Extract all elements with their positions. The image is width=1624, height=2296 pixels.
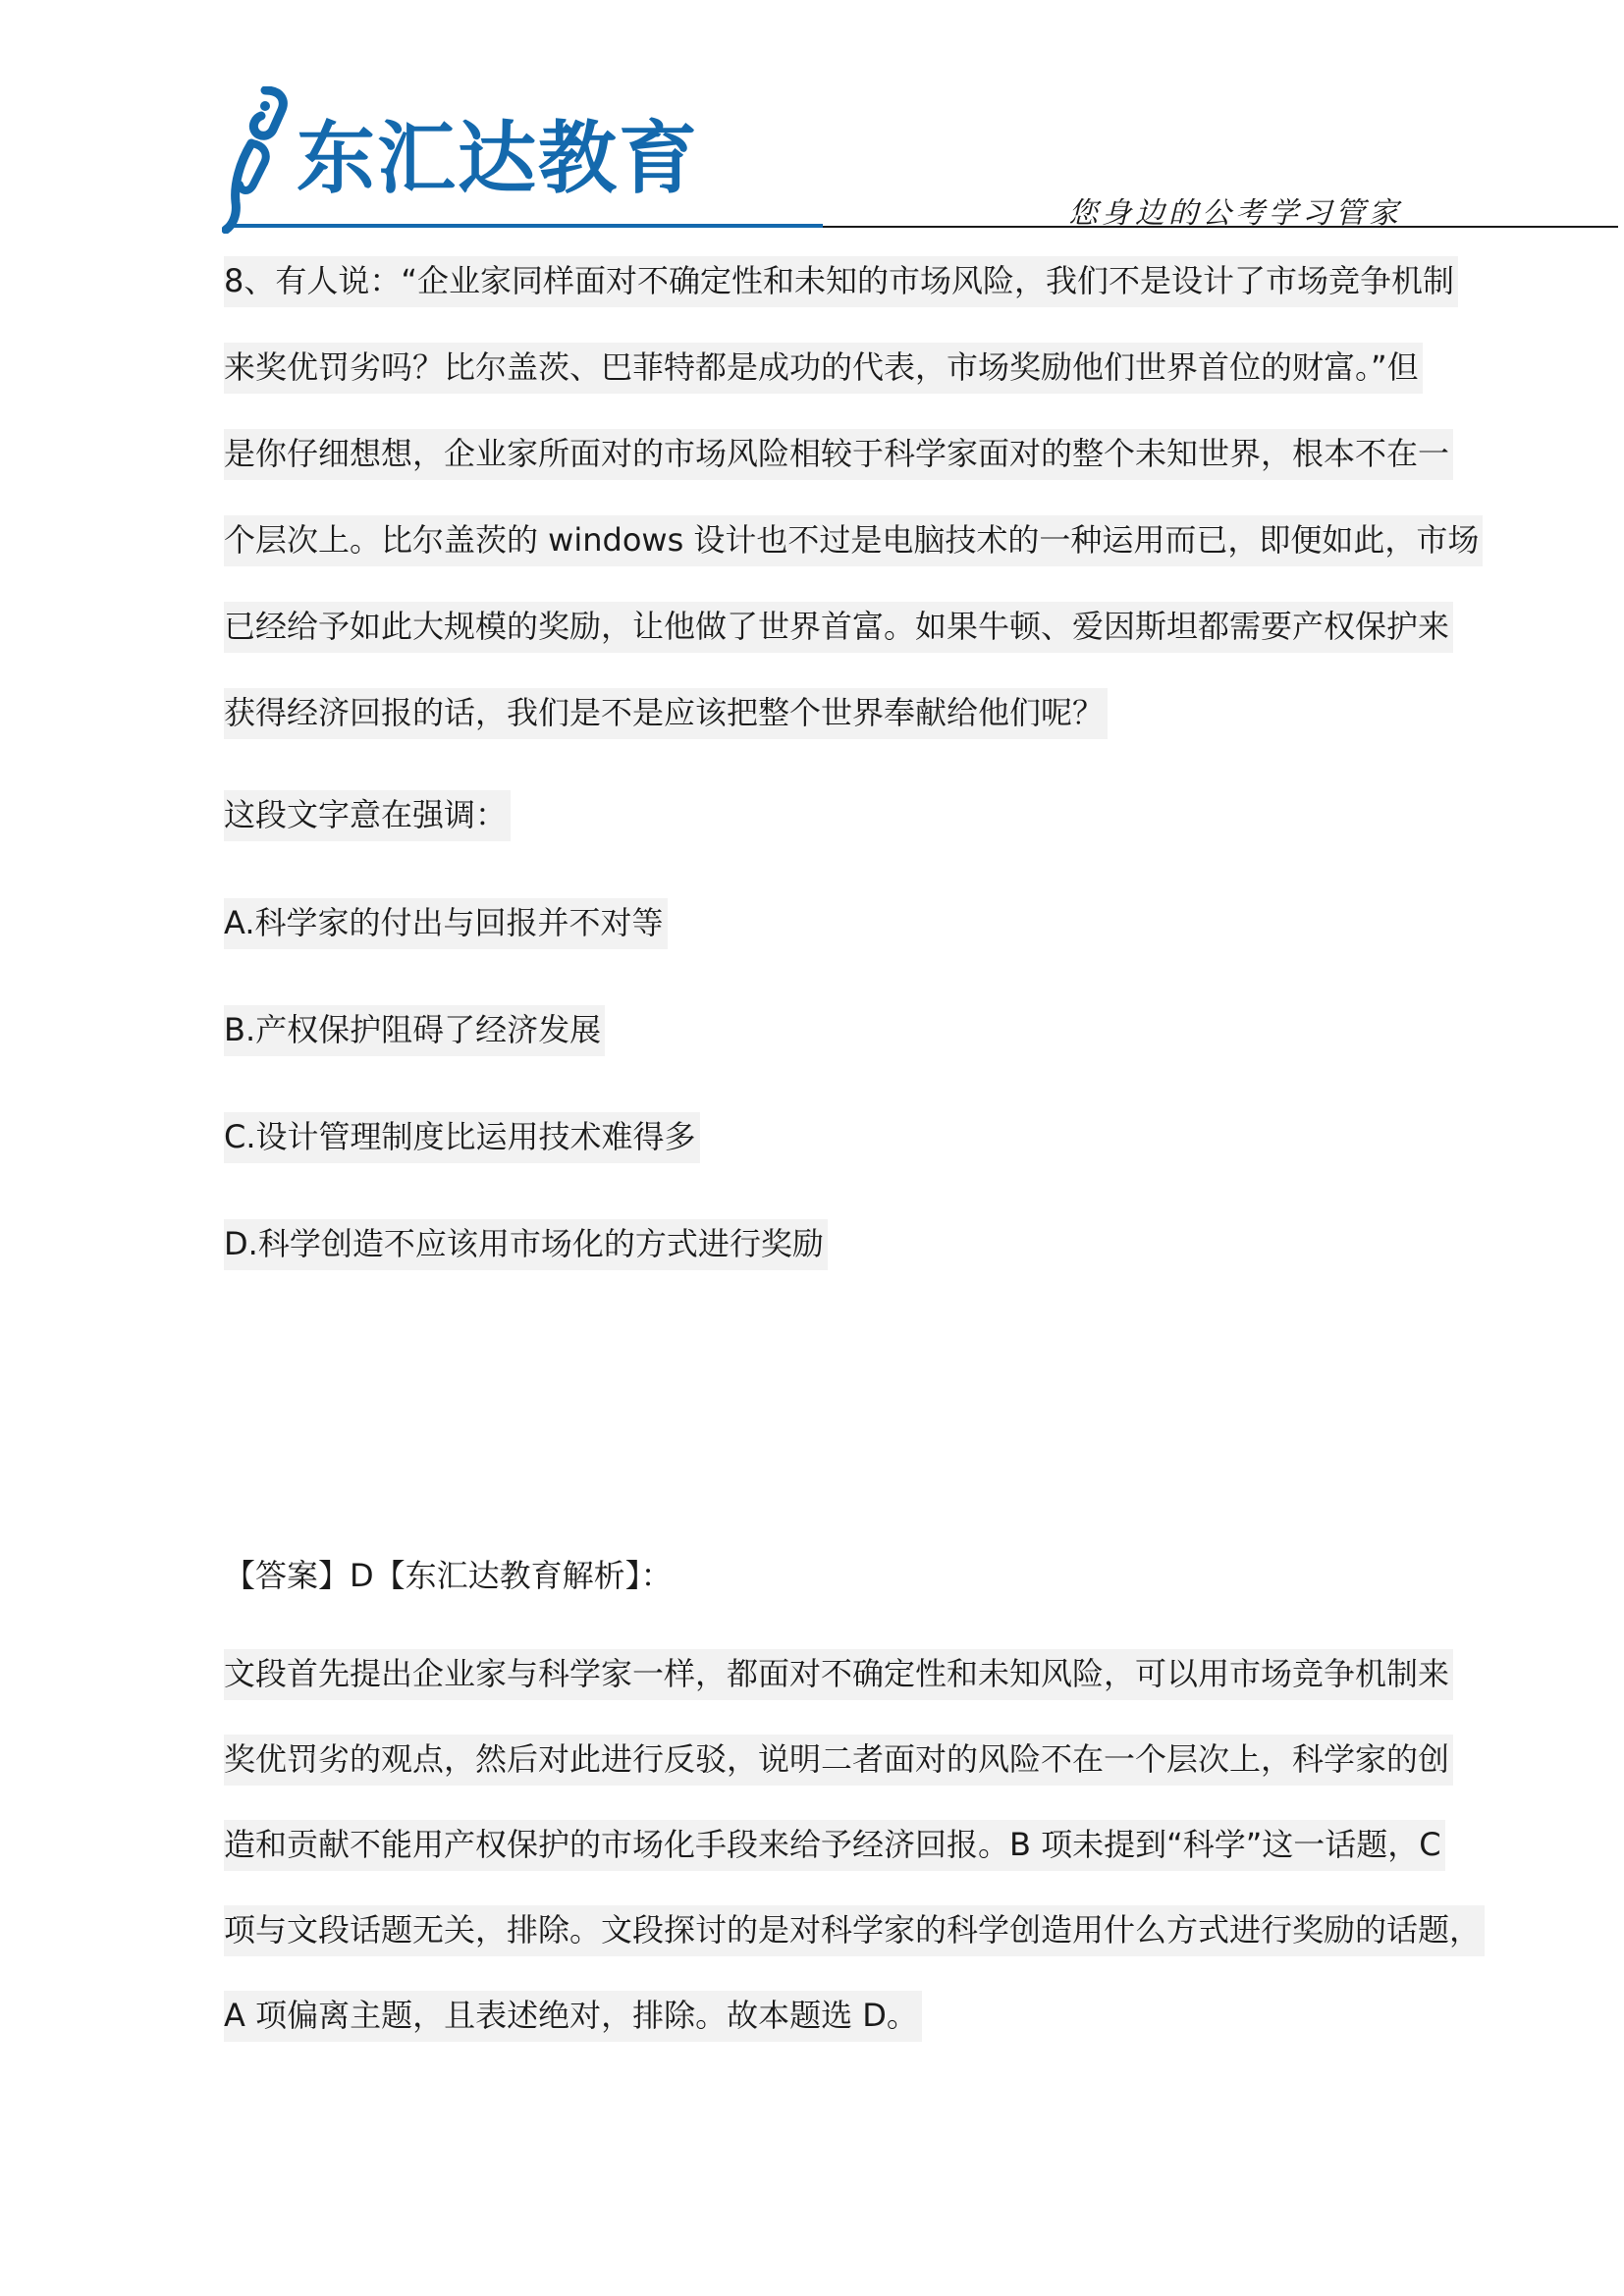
question-line: 已经给予如此大规模的奖励，让他做了世界首富。如果牛顿、爱因斯坦都需要产权保护来: [224, 602, 1453, 653]
option-d: D.科学创造不应该用市场化的方式进行奖励: [224, 1219, 828, 1270]
analysis-line: 文段首先提出企业家与科学家一样，都面对不确定性和未知风险，可以用市场竞争机制来: [224, 1649, 1453, 1700]
answer-heading: 【答案】D【东汇达教育解析】：: [224, 1557, 673, 1594]
question-prompt: 这段文字意在强调：: [224, 790, 511, 841]
question-line: 8、有人说：“企业家同样面对不确定性和未知的市场风险，我们不是设计了市场竞争机制: [224, 256, 1458, 307]
analysis-line: A 项偏离主题，且表述绝对，排除。故本题选 D。: [224, 1991, 922, 2042]
question-line: 来奖优罚劣吗？比尔盖茨、巴菲特都是成功的代表，市场奖励他们世界首位的财富。”但: [224, 343, 1423, 394]
option-c: C.设计管理制度比运用技术难得多: [224, 1112, 700, 1163]
page-header: [222, 80, 1400, 238]
question-line: 是你仔细想想，企业家所面对的市场风险相较于科学家面对的整个未知世界，根本不在一: [224, 429, 1453, 480]
option-a: A.科学家的付出与回报并不对等: [224, 898, 668, 949]
question-line: 个层次上。比尔盖茨的 windows 设计也不过是电脑技术的一种运用而已，即便如此，市场: [224, 515, 1483, 566]
analysis-line: 项与文段话题无关，排除。文段探讨的是对科学家的科学创造用什么方式进行奖励的话题，: [224, 1905, 1485, 1956]
logo-icon: [222, 86, 298, 234]
header-tagline: 您身边的公考学习管家: [1068, 196, 1402, 231]
option-b: B.产权保护阻碍了经济发展: [224, 1005, 605, 1056]
question-line: 获得经济回报的话，我们是不是应该把整个世界奉献给他们呢？: [224, 688, 1108, 739]
logo-text: 东汇达教育: [297, 113, 699, 204]
header-rule: [234, 224, 823, 228]
analysis-line: 造和贡献不能用产权保护的市场化手段来给予经济回报。B 项未提到“科学”这一话题，C: [224, 1820, 1445, 1871]
analysis-line: 奖优罚劣的观点，然后对此进行反驳，说明二者面对的风险不在一个层次上，科学家的创: [224, 1735, 1453, 1786]
